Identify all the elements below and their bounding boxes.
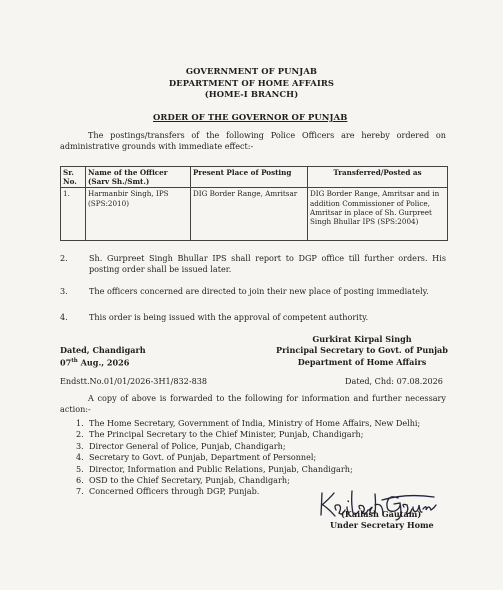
signatory-block	[262, 334, 462, 368]
header-department: DEPARTMENT OF HOME AFFAIRS	[168, 77, 335, 88]
signatory-name: Gurkirat Kirpal Singh	[312, 334, 412, 344]
signatory-designation: Principal Secretary to Govt. of Punjab	[276, 345, 448, 356]
list-item: 2. The Principal Secretary to the Chief Minister, Punjab, Chandigarh;	[76, 429, 364, 440]
list-item: 7. Concerned Officers through DGP, Punjab.	[76, 486, 260, 497]
dated-date: 07th Aug., 2026	[60, 358, 130, 369]
header-block	[0, 66, 503, 101]
header-branch: (HOME-I BRANCH)	[204, 89, 299, 99]
under-secretary-name: (Kailash Gautam)	[341, 509, 422, 519]
para-number: 3.	[60, 286, 68, 296]
cell-present: DIG Border Range, Amritsar	[191, 188, 308, 241]
signatory-department: Department of Home Affairs	[297, 356, 427, 367]
list-item: 5. Director, Information and Public Relations, Punjab, Chandigarh;	[76, 463, 353, 474]
order-title: ORDER OF THE GOVERNOR OF PUNJAB	[153, 112, 348, 122]
col-officer: Name of the Officer (Sarv Sh./Smt.)	[86, 167, 191, 188]
postings-table	[60, 166, 448, 241]
dated-block	[60, 345, 146, 370]
col-sr: Sr. No.	[61, 167, 86, 188]
para-4	[60, 312, 446, 323]
list-item: 6. OSD to the Chief Secretary, Punjab, Chandigarh;	[76, 475, 290, 486]
col-present: Present Place of Posting	[191, 167, 308, 188]
para-2	[60, 253, 446, 276]
table-header-row	[61, 167, 448, 188]
list-item: 4. Secretary to Govt. of Punjab, Department of Personnel;	[76, 452, 317, 463]
intro-paragraph: The postings/transfers of the following Police Officers are hereby ordered on administrative grounds with immediate effect:-	[60, 130, 446, 152]
endorsement-number: Endstt.No.01/01/2026-3H1/832-838	[60, 376, 208, 386]
col-transferred: Transferred/Posted as	[308, 167, 448, 188]
dated-place: Dated, Chandigarh	[60, 345, 146, 355]
para-text: Sh. Gurpreet Singh Bhullar IPS shall report to DGP office till further orders. His posting order shall be issued later.	[89, 253, 446, 275]
endorsement-date: Dated, Chd: 07.08.2026	[345, 376, 443, 386]
para-number: 2.	[60, 253, 68, 263]
list-item: 1. The Home Secretary, Government of India, Ministry of Home Affairs, New Delhi;	[76, 418, 421, 428]
header-government: GOVERNMENT OF PUNJAB	[185, 66, 318, 76]
list-item: 3. Director General of Police, Punjab, Chandigarh;	[76, 440, 286, 451]
copy-intro: A copy of above is forwarded to the following for information and further necessary action:-	[60, 393, 446, 415]
under-secretary-block	[330, 509, 434, 532]
under-secretary-designation: Under Secretary Home	[330, 520, 434, 531]
para-number: 4.	[60, 312, 68, 322]
para-text: This order is being issued with the approval of competent authority.	[89, 312, 369, 322]
para-text: The officers concerned are directed to join their new place of posting immediately.	[89, 286, 429, 296]
table-row	[61, 188, 448, 241]
cell-sr: 1.	[61, 188, 86, 241]
para-3	[60, 286, 446, 297]
cell-officer: Harmanbir Singh, IPS (SPS:2010)	[86, 188, 191, 241]
cell-transferred: DIG Border Range, Amritsar and in addition Commissioner of Police, Amritsar in place of Sh. Gurpreet Singh Bhullar IPS (SPS:2004)	[308, 188, 448, 241]
